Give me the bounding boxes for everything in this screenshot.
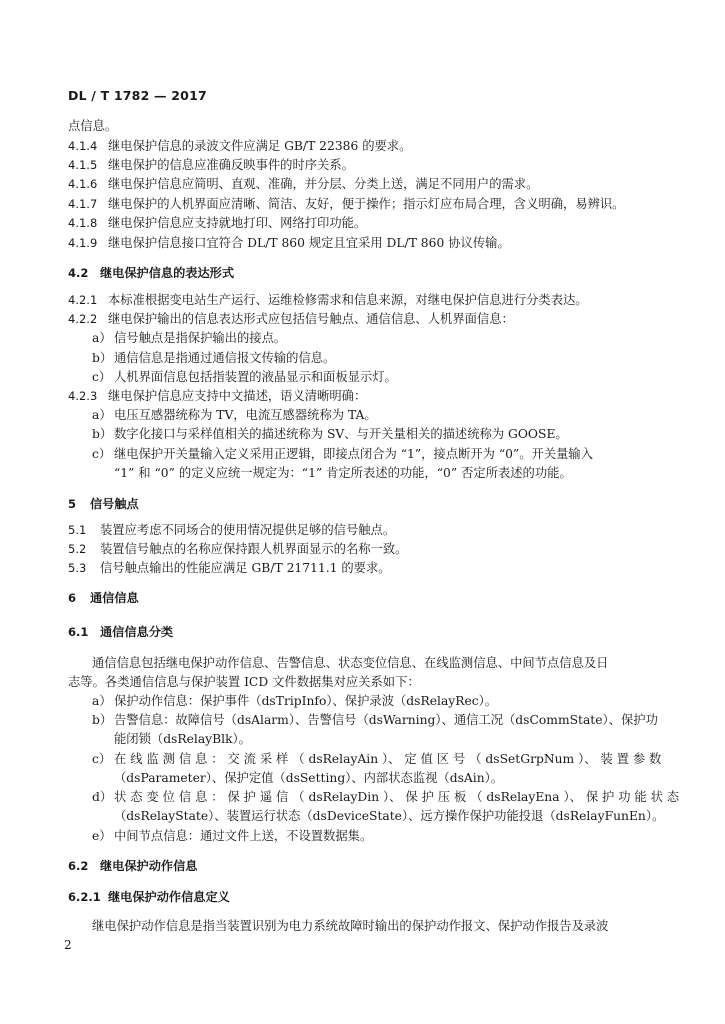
text-line: [68, 560, 391, 576]
clause-number: 4.1.5: [68, 158, 98, 172]
clause-number: 6: [68, 591, 77, 605]
line-text: 继电保护输出的信息表达形式应包括信号触点、通信信息、人机界面信息：: [108, 312, 514, 326]
list-label: a）: [92, 331, 112, 345]
text-line: [68, 157, 354, 173]
list-label: d）: [92, 790, 113, 804]
clause-number: 4.2: [68, 266, 89, 280]
line-text: 信号触点输出的性能应满足 GB/T 21711.1 的要求。: [100, 561, 391, 575]
line-text: 继电保护动作信息定义: [108, 890, 230, 904]
text-line: [92, 407, 377, 423]
list-label: e）: [92, 829, 112, 843]
line-text: 继电保护动作信息是指当装置识别为电力系统故障时输出的保护动作报文、保护动作报告及录波: [92, 919, 609, 933]
text-line: [92, 350, 335, 366]
line-text: 状 态 变 位 信 息 ： 保 护 遥 信 （ dsRelayDin ）、 保 护 压 板 （ dsRelayEna ）、 保 护 功 能 状 态: [114, 790, 680, 804]
text-line: [92, 712, 658, 728]
text-line: [92, 693, 497, 709]
line-text: 继电保护开关量输入定义采用正逻辑，即接点闭合为 “1”，接点断开为 “0”。开关量输入: [114, 447, 594, 461]
text-line: [68, 118, 117, 134]
clause-number: 4.1.6: [68, 177, 98, 191]
clause-number: 5.3: [68, 561, 87, 575]
clause-number: 6.1: [68, 625, 89, 639]
line-text: 继电保护动作信息: [100, 859, 198, 873]
text-line: [92, 369, 397, 385]
text-line: [114, 465, 572, 481]
line-text: （dsParameter）、保护定值（dsSetting）、内部状态监视（dsAin）。: [114, 771, 504, 785]
text-line: [68, 196, 624, 212]
text-line: [68, 138, 411, 154]
text-line: [92, 446, 593, 462]
section-heading: [68, 858, 198, 874]
line-text: 中间节点信息：通过文件上送，不设置数据集。: [114, 829, 373, 843]
line-text: 继电保护的人机界面应清晰、简洁、友好，便于操作；指示灯应布局合理，含义明确，易辨识。: [108, 197, 625, 211]
line-text: 继电保护信息应简明、直观、准确，并分层、分类上送，满足不同用户的需求。: [108, 177, 539, 191]
list-label: c）: [92, 447, 112, 461]
line-text: 通信信息包括继电保护动作信息、告警信息、状态变位信息、在线监测信息、中间节点信息及日: [92, 656, 609, 670]
line-text: 继电保护的信息应准确反映事件的时序关系。: [108, 158, 354, 172]
line-text: 继电保护信息的录波文件应满足 GB/T 22386 的要求。: [108, 139, 412, 153]
text-line: [68, 388, 366, 404]
clause-number: 6.2: [68, 859, 89, 873]
section-heading: [68, 624, 173, 640]
document-code: DL / T 1782 — 2017: [68, 88, 207, 103]
line-text: 装置信号触点的名称应保持跟人机界面显示的名称一致。: [100, 542, 408, 556]
list-label: c）: [92, 370, 112, 384]
section-heading: [68, 590, 139, 606]
line-text: 继电保护信息的表达形式: [100, 266, 235, 280]
text-line: [114, 731, 251, 747]
list-label: c）: [92, 752, 112, 766]
list-label: b）: [92, 713, 113, 727]
text-line: [68, 292, 588, 308]
line-text: 在 线 监 测 信 息 ： 交 流 采 样 （ dsRelayAin ）、 定 值 区 号 （ dsSetGrpNum ）、 装 置 参 数: [114, 752, 662, 766]
line-text: “1” 和 “0” 的定义应统一规定为：“1” 肯定所表述的功能，“0” 否定所表述的功能。: [114, 466, 572, 480]
list-label: b）: [92, 351, 113, 365]
text-line: [92, 828, 372, 844]
text-line: [68, 541, 407, 557]
clause-number: 4.1.9: [68, 236, 98, 250]
text-line: [92, 426, 568, 442]
clause-number: 4.2.1: [68, 293, 98, 307]
text-line: [68, 522, 395, 538]
text-line: [68, 674, 420, 690]
line-text: 数字化接口与采样值相关的描述统称为 SV、与开关量相关的描述统称为 GOOSE。: [114, 427, 568, 441]
clause-number: 4.2.2: [68, 312, 98, 326]
text-line: [92, 918, 608, 934]
text-line: [114, 808, 664, 824]
line-text: 通信信息是指通过通信报文传输的信息。: [114, 351, 336, 365]
text-line: [114, 770, 503, 786]
text-line: [92, 789, 679, 805]
clause-number: 5.2: [68, 542, 87, 556]
line-text: 告警信息：故障信号（dsAlarm）、告警信号（dsWarning）、通信工况（dsCommState）、保护功: [114, 713, 658, 727]
clause-number: 4.1.4: [68, 139, 98, 153]
text-line: [92, 655, 608, 671]
line-text: 继电保护信息接口宜符合 DL/T 860 规定且宜采用 DL/T 860 协议传输。: [108, 236, 510, 250]
line-text: 志等。各类通信信息与保护装置 ICD 文件数据集对应关系如下：: [68, 675, 420, 689]
list-label: a）: [92, 408, 112, 422]
clause-number: 4.1.8: [68, 216, 98, 230]
line-text: 保护动作信息：保护事件（dsTripInfo）、保护录波（dsRelayRec）。: [114, 694, 498, 708]
line-text: 本标准根据变电站生产运行、运维检修需求和信息来源，对继电保护信息进行分类表达。: [108, 293, 588, 307]
text-line: [92, 330, 286, 346]
clause-number: 4.2.3: [68, 389, 98, 403]
text-line: [68, 215, 366, 231]
text-line: [68, 235, 510, 251]
line-text: 通信信息: [90, 591, 139, 605]
line-text: 能闭锁（dsRelayBlk）。: [114, 732, 251, 746]
clause-number: 6.2.1: [68, 890, 101, 904]
line-text: 点信息。: [68, 119, 118, 133]
line-text: 装置应考虑不同场合的使用情况提供足够的信号触点。: [100, 523, 396, 537]
section-heading: [68, 496, 139, 512]
text-line: [68, 311, 514, 327]
line-text: 信号触点是指保护输出的接点。: [114, 331, 287, 345]
clause-number: 5: [68, 497, 77, 511]
line-text: （dsRelayState）、装置运行状态（dsDeviceState）、远方操作保护功能投退（dsRelayFunEn）。: [114, 809, 665, 823]
list-label: b）: [92, 427, 113, 441]
page-number: 2: [64, 938, 72, 952]
line-text: 继电保护信息应支持就地打印、网络打印功能。: [108, 216, 367, 230]
text-line: [92, 751, 661, 767]
text-line: [68, 176, 538, 192]
line-text: 通信信息分类: [100, 625, 174, 639]
line-text: 人机界面信息包括指装置的液晶显示和面板显示灯。: [114, 370, 397, 384]
list-label: a）: [92, 694, 112, 708]
section-heading: [68, 889, 230, 905]
clause-number: 5.1: [68, 523, 87, 537]
line-text: 电压互感器统称为 TV，电流互感器统称为 TA。: [114, 408, 377, 422]
clause-number: 4.1.7: [68, 197, 98, 211]
section-heading: [68, 265, 234, 281]
line-text: 信号触点: [90, 497, 139, 511]
line-text: 继电保护信息应支持中文描述，语义清晰明确：: [108, 389, 367, 403]
